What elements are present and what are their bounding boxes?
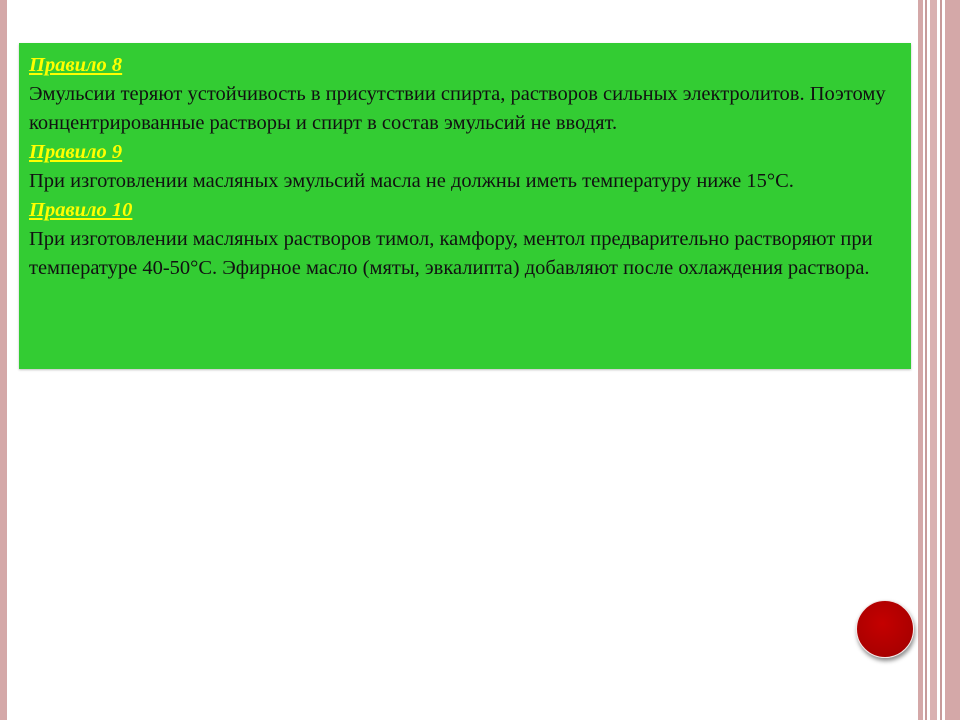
- frame-stripe: [918, 0, 923, 720]
- rule-8-text: Эмульсии теряют устойчивость в присутствии спирта, растворов сильных электролитов. Поэтому концентрированные растворы и спирт в состав эмульсий не вводят.: [29, 83, 886, 134]
- frame-stripe: [945, 0, 960, 720]
- rule-8-title: Правило 8: [29, 54, 123, 76]
- rule-10-title: Правило 10: [29, 199, 133, 221]
- frame-stripe: [925, 0, 927, 720]
- slide-frame-right: [918, 0, 960, 720]
- rule-9-title: Правило 9: [29, 141, 123, 163]
- rules-text-box: [19, 43, 911, 369]
- red-circle-button-icon[interactable]: [856, 600, 914, 658]
- frame-stripe: [930, 0, 937, 720]
- rule-10-text: При изготовлении масляных растворов тимол, камфору, ментол предварительно растворяют при температуре 40-50°С. Эфирное масло (мяты, эвкалипта) добавляют после охлаждения раствора.: [29, 228, 873, 279]
- rule-9-text: При изготовлении масляных эмульсий масла не должны иметь температуру ниже 15°С.: [29, 170, 794, 192]
- frame-stripe: [940, 0, 942, 720]
- slide-frame-left: [0, 0, 7, 720]
